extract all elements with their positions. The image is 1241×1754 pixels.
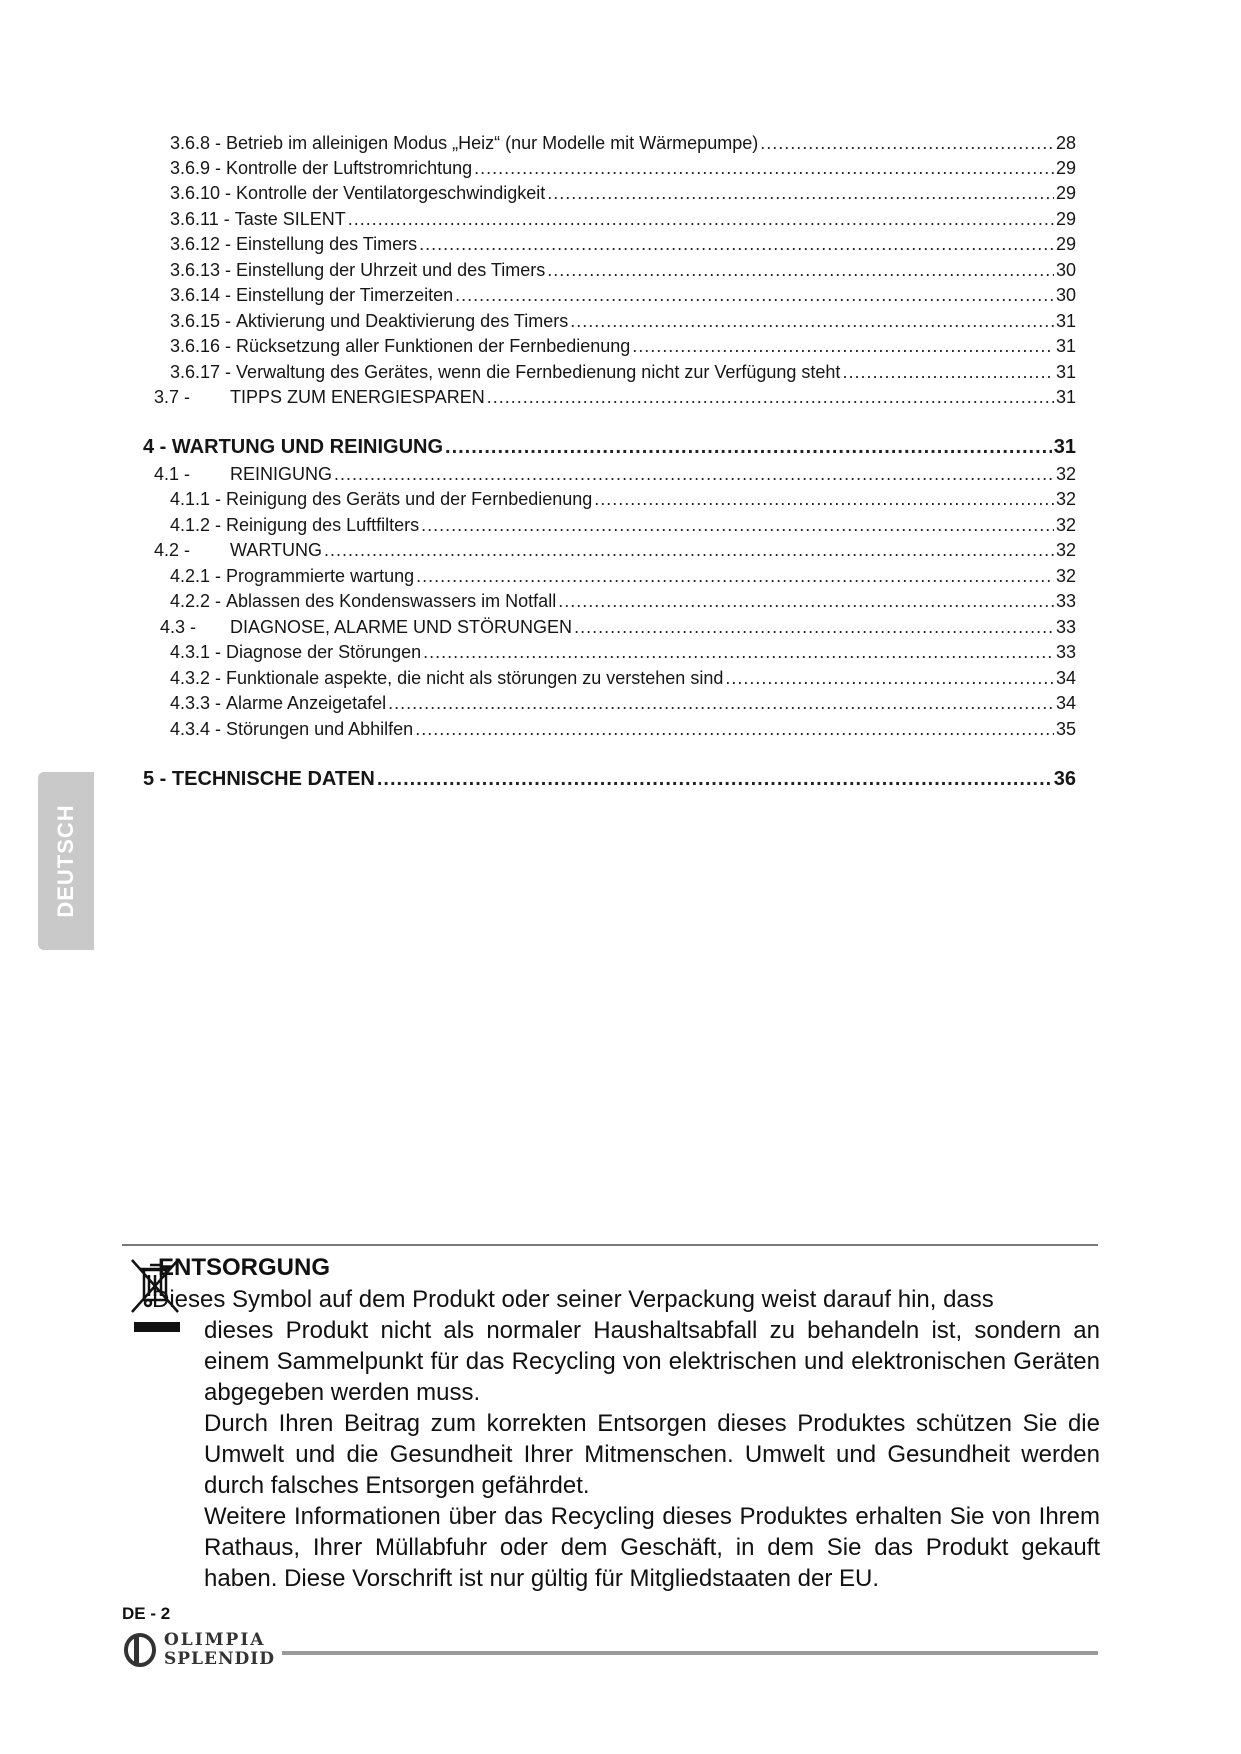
toc-number: 3.6.13 - [170, 260, 237, 280]
toc-entry [170, 208, 1076, 232]
toc-page: 31 [1055, 311, 1076, 331]
toc-entry [170, 361, 1076, 385]
toc-title: REINIGUNG [230, 464, 333, 484]
toc-number: 3.6.11 - [170, 209, 235, 229]
language-label: DEUTSCH [53, 804, 78, 918]
toc-page: 29 [1055, 183, 1076, 203]
brand-name-line1: OLIMPIA [164, 1630, 266, 1650]
toc-number: 4.3.4 - [170, 719, 227, 739]
toc-title: Rücksetzung aller Funktionen der Fernbedienung [236, 336, 631, 356]
toc-page: 31 [1055, 362, 1076, 382]
toc-title: Reinigung des Geräts und der Fernbedienung [226, 489, 593, 509]
toc-number: 3.6.10 - [170, 183, 237, 203]
toc-title: Ablassen des Kondenswassers im Notfall [226, 591, 557, 611]
toc-entry [170, 718, 1076, 742]
toc-number: 3.7 - [154, 387, 191, 407]
disposal-paragraph: dieses Produkt nicht als normaler Haushaltsabfall zu behandeln ist, sondern an einem Sammelpunkt für das Recycling von elektrischen und elektronischen Geräten abgegeben werden muss. [204, 1317, 1100, 1406]
toc-entry [170, 233, 1076, 257]
footer-rule [282, 1651, 1098, 1655]
toc-entry [170, 310, 1076, 334]
toc-number: 4.3.3 - [170, 693, 227, 713]
toc-title: TECHNISCHE DATEN [171, 768, 375, 790]
toc-entry [170, 590, 1076, 614]
toc-number: 4.1.1 - [170, 489, 227, 509]
toc-number: 3.6.17 - [170, 362, 237, 382]
toc-title: Einstellung des Timers [236, 234, 418, 254]
toc-number: 4.2 - [154, 540, 191, 560]
toc-number: 4 - [143, 436, 172, 458]
toc-number: 3.6.15 - [170, 311, 237, 331]
toc-section [154, 463, 1076, 487]
toc-number: 3.6.9 - [170, 158, 227, 178]
toc-page: 32 [1055, 515, 1076, 535]
toc-title: DIAGNOSE, ALARME UND STÖRUNGEN [230, 617, 573, 637]
toc-page: 36 [1053, 768, 1076, 790]
toc-title: Einstellung der Uhrzeit und des Timers [236, 260, 546, 280]
toc-number: 3.6.14 - [170, 285, 237, 305]
toc-entry [170, 157, 1076, 181]
toc-title: Alarme Anzeigetafel [226, 693, 387, 713]
toc-number: 4.3.1 - [170, 642, 227, 662]
toc-number: 4.1.2 - [170, 515, 227, 535]
toc-title: Reinigung des Luftfilters [226, 515, 420, 535]
toc-number: 4.2.1 - [170, 566, 227, 586]
toc-title: Einstellung der Timerzeiten [236, 285, 454, 305]
disposal-heading: ENTSORGUNG [158, 1254, 331, 1281]
toc-page: 30 [1055, 285, 1076, 305]
weee-bar-icon [134, 1322, 180, 1332]
toc-entry [170, 667, 1076, 691]
toc-page: 32 [1055, 489, 1076, 509]
section-divider [122, 1244, 1098, 1246]
toc-page: 31 [1055, 336, 1076, 356]
toc-entry [170, 259, 1076, 283]
toc-page: 32 [1055, 566, 1076, 586]
toc-entry [170, 514, 1076, 538]
toc-entry [170, 284, 1076, 308]
toc-page: 33 [1055, 617, 1076, 637]
toc-page: 33 [1055, 642, 1076, 662]
toc-title: Aktivierung und Deaktivierung des Timers [236, 311, 569, 331]
toc-number: 4.1 - [154, 464, 191, 484]
toc-page: 35 [1055, 719, 1076, 739]
toc-page: 29 [1055, 209, 1076, 229]
toc-number: 3.6.8 - [170, 133, 227, 153]
toc-entry [170, 132, 1076, 156]
toc-entry [170, 335, 1076, 359]
toc-title: Störungen und Abhilfen [226, 719, 414, 739]
toc-title: TIPPS ZUM ENERGIESPAREN [230, 387, 485, 407]
toc-title: Kontrolle der Ventilatorgeschwindigkeit [236, 183, 546, 203]
toc-title: WARTUNG UND REINIGUNG [171, 436, 444, 458]
toc-chapter [143, 436, 1076, 460]
toc-number: 4.3.2 - [170, 668, 227, 688]
toc-page: 34 [1055, 693, 1076, 713]
toc-title: Taste SILENT [234, 209, 346, 229]
brand-name-line2: SPLENDID [164, 1649, 275, 1669]
toc-entry [170, 692, 1076, 716]
toc-page: 32 [1055, 464, 1076, 484]
toc-page: 33 [1055, 591, 1076, 611]
toc-title: Kontrolle der Luftstromrichtung [226, 158, 473, 178]
toc-page: 29 [1055, 234, 1076, 254]
toc-entry [170, 182, 1076, 206]
toc-page: 34 [1055, 668, 1076, 688]
toc-number: 3.6.16 - [170, 336, 237, 356]
toc-section [154, 386, 1076, 410]
language-side-tab [38, 772, 94, 950]
toc-number: 4.2.2 - [170, 591, 227, 611]
toc-number: 4.3 - [160, 617, 197, 637]
toc-page: 29 [1055, 158, 1076, 178]
disposal-text [152, 1284, 1100, 1594]
toc-section [160, 616, 1076, 640]
toc-page: 31 [1055, 387, 1076, 407]
page-number: DE - 2 [122, 1604, 171, 1623]
disposal-paragraph: Dieses Symbol auf dem Produkt oder seiner Verpackung weist darauf hin, dass [152, 1286, 994, 1313]
toc-entry [170, 565, 1076, 589]
toc-entry [170, 488, 1076, 512]
toc-title: Funktionale aspekte, die nicht als störungen zu verstehen sind [226, 668, 724, 688]
disposal-paragraph: Durch Ihren Beitrag zum korrekten Entsorgen dieses Produktes schützen Sie die Umwelt und die Gesundheit Ihrer Mitmenschen. Umwelt und Gesundheit werden durch falsches Entsorgen gefährdet. [204, 1410, 1100, 1499]
toc-title: Betrieb im alleinigen Modus „Heiz“ (nur Modelle mit Wärmepumpe) [226, 133, 759, 153]
disposal-paragraph: Weitere Informationen über das Recycling dieses Produktes erhalten Sie von Ihrem Rathaus, Ihrer Müllabfuhr oder dem Geschäft, in dem Sie das Produkt gekauft haben. Diese Vorschrift ist nur gültig für Mitgliedstaaten der EU. [204, 1503, 1100, 1592]
toc-title: WARTUNG [230, 540, 322, 560]
toc-entry [170, 641, 1076, 665]
toc-title: Diagnose der Störungen [226, 642, 422, 662]
toc-title: Programmierte wartung [226, 566, 415, 586]
toc-page: 30 [1055, 260, 1076, 280]
toc-section [154, 539, 1076, 563]
toc-page: 31 [1053, 436, 1076, 458]
toc-chapter [143, 768, 1076, 792]
toc-number: 3.6.12 - [170, 234, 237, 254]
toc-title: Verwaltung des Gerätes, wenn die Fernbedienung nicht zur Verfügung steht [236, 362, 841, 382]
toc-page: 28 [1055, 133, 1076, 153]
toc-number: 5 - [143, 768, 172, 790]
toc-page: 32 [1055, 540, 1076, 560]
